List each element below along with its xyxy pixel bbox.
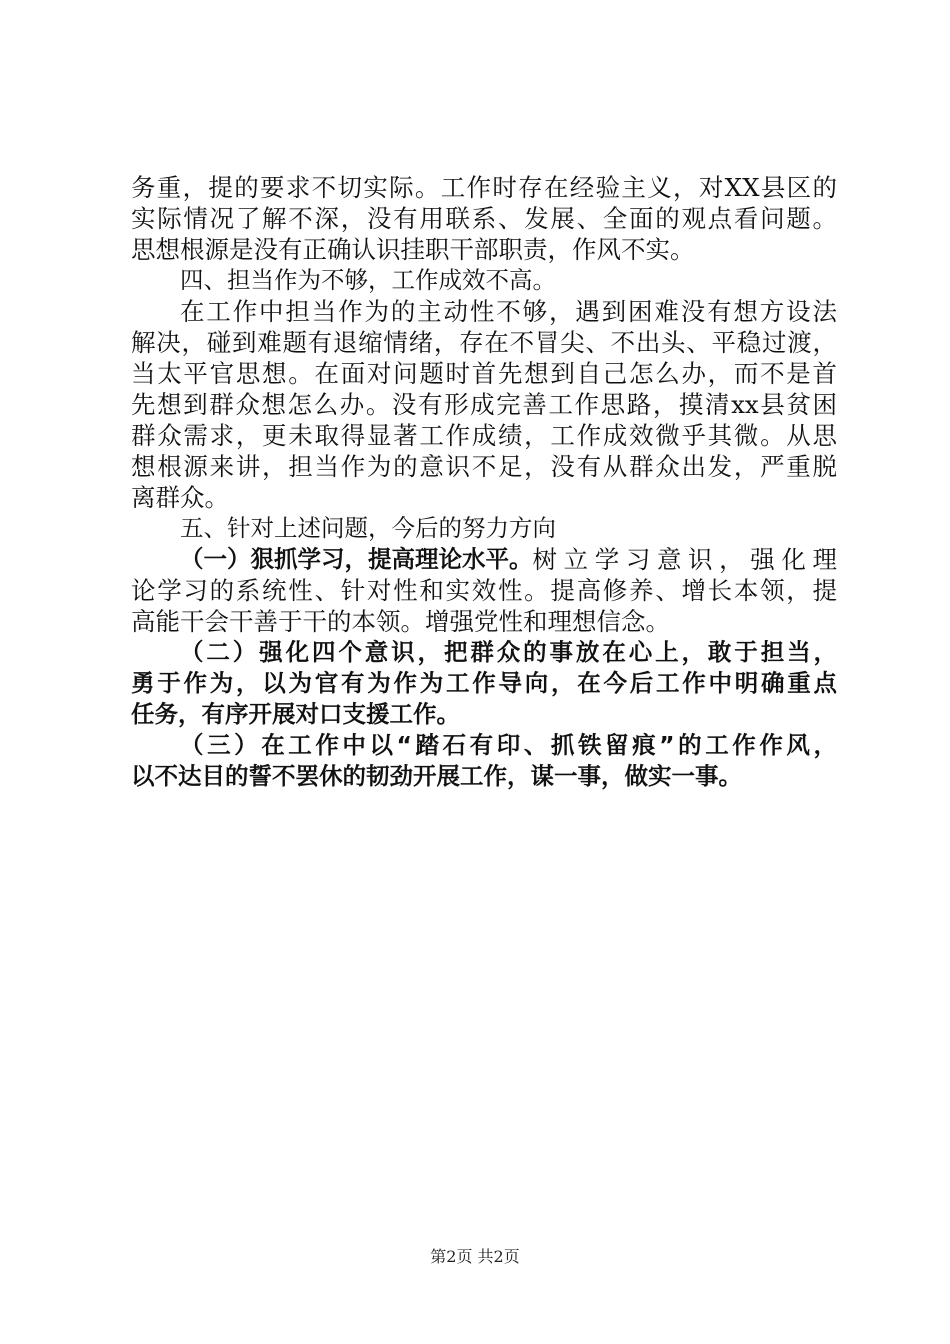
item-3-line: 以不达目的誓不罢休的韧劲开展工作，谋一事，做实一事。 bbox=[131, 762, 742, 790]
body-text-line: 高能干会干善于干的本领。增强党性和理想信念。 bbox=[131, 607, 670, 636]
item-1-rest: 树立学习意识，强化理 bbox=[532, 545, 837, 574]
item-2-line: 勇于作为，以为官有为作为工作导向，在今后工作中明确重点 bbox=[131, 669, 837, 697]
body-text-line: 先想到群众想怎么办。没有形成完善工作思路，摸清xx县贫困 bbox=[131, 390, 837, 419]
page-number-footer: 第2页 共2页 bbox=[430, 1247, 520, 1266]
section-4-heading: 四、担当作为不够，工作成效不高。 bbox=[180, 266, 556, 294]
body-text-line: 想根源来讲，担当作为的意识不足，没有从群众出发，严重脱 bbox=[131, 452, 837, 481]
body-text-line: 实际情况了解不深，没有用联系、发展、全面的观点看问题。 bbox=[131, 204, 837, 233]
item-1-first-line bbox=[131, 544, 837, 575]
body-text-line: 在工作中担当作为的主动性不够，遇到困难没有想方设法 bbox=[180, 297, 837, 326]
item-2-line: （二）强化四个意识，把群众的事放在心上，敢于担当， bbox=[180, 638, 837, 666]
item-3-line: （三）在工作中以“踏石有印、抓铁留痕”的工作作风， bbox=[180, 731, 837, 759]
body-text-line: 论学习的系统性、针对性和实效性。提高修养、增长本领，提 bbox=[131, 576, 837, 605]
body-text-line: 群众需求，更未取得显著工作成绩，工作成效微乎其微。从思 bbox=[131, 421, 837, 450]
section-5-heading: 五、针对上述问题，今后的努力方向 bbox=[180, 514, 556, 542]
item-1-lead: （一）狠抓学习，提高理论水平。 bbox=[180, 545, 533, 573]
body-text-line: 离群众。 bbox=[131, 483, 229, 512]
body-text-line: 当太平官思想。在面对问题时首先想到自己怎么办，而不是首 bbox=[131, 359, 837, 388]
body-text-line: 思想根源是没有正确认识挂职干部职责，作风不实。 bbox=[131, 235, 695, 264]
item-2-line: 任务，有序开展对口支援工作。 bbox=[131, 700, 460, 728]
document-body bbox=[131, 172, 837, 792]
body-text-line: 解决，碰到难题有退缩情绪，存在不冒尖、不出头、平稳过渡， bbox=[131, 328, 837, 357]
body-text-line: 务重，提的要求不切实际。工作时存在经验主义，对XX县区的 bbox=[131, 173, 837, 202]
